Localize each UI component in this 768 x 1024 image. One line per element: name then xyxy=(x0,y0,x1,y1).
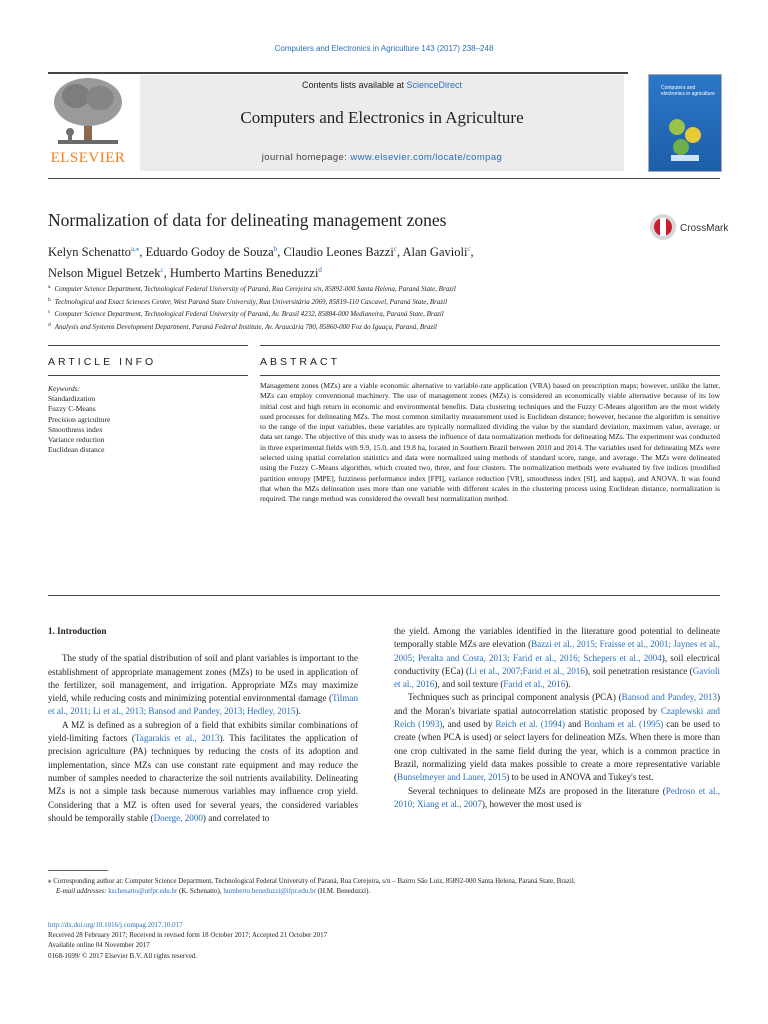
keywords-block xyxy=(48,384,248,455)
article-title: Normalization of data for delineating management zones xyxy=(48,210,447,230)
footnote-marker: ⁎ xyxy=(48,877,52,885)
journal-citation[interactable]: Computers and Electronics in Agriculture 143 (2017) 238–248 xyxy=(274,44,494,53)
body-paragraph xyxy=(48,719,358,825)
author[interactable]: Eduardo Godoy de Souza$^b$, xyxy=(145,245,284,259)
paragraph-text: can be used to create (when PCA is used) or select layers for delineation MZs. When there is more than one crop cultivated in the same field during the year, which is a common practice in Brazil, normalizing yield data makes possible to create a more representative variable ( xyxy=(394,719,720,783)
keyword: Precision agriculture xyxy=(48,414,111,424)
citation-link[interactable]: Bonham et al. (1995) xyxy=(584,719,664,730)
paragraph-text: ). xyxy=(295,706,301,717)
contents-available-line xyxy=(140,80,624,90)
copyright: 0168-1699/ © 2017 Elsevier B.V. All rights reserved. xyxy=(48,951,198,960)
crossmark-icon xyxy=(648,212,678,242)
affiliation: $^c$ Computer Science Department, Technological Federal University of Paraná, Av. Brasil 4232, 85884-000 Medianeira, Paraná State, Brazil xyxy=(48,309,444,318)
affiliation: $^b$ Technological and Exact Sciences Center, West Paraná State University, Rua Universitária 2069, 85819-110 Cascavel, Paraná State, Brazil xyxy=(48,296,448,306)
citation-link[interactable]: Bansod and Pandey, 2013 xyxy=(621,692,717,703)
paragraph-text: ), soil electrical conductivity (ECa) ( xyxy=(394,652,720,676)
paragraph-text: Several techniques to delineate MZs are proposed in the literature ( xyxy=(408,785,666,796)
paragraph-text: Techniques such as principal component analysis (PCA) ( xyxy=(408,692,622,703)
email-owner: (H.M. Beneduzzi). xyxy=(315,887,371,895)
body-paragraph xyxy=(394,625,720,691)
journal-cover-thumbnail[interactable] xyxy=(648,74,722,172)
body-paragraph xyxy=(394,691,720,784)
affiliations xyxy=(48,282,708,332)
email-label: E-mail addresses: xyxy=(56,887,109,895)
body-column-right xyxy=(394,625,720,811)
footnote-rule xyxy=(48,870,108,871)
paragraph-text: ) and the Moran's bivariate spatial autocorrelation statistic proposed by xyxy=(394,692,720,716)
available-online: Available online 04 November 2017 xyxy=(48,941,150,950)
email-owner: (K. Schenatto), xyxy=(177,887,224,895)
paragraph-text: ) to be used in ANOVA and Tukey's test. xyxy=(506,772,654,783)
paragraph-text: ). This facilitates the application of precision agriculture (PA) techniques by reducing the costs of its adoption and implementation, since MZs can use constant rate equipment and may reduce the number of samples needed to characterize the soil nutrients availability. Delineating MZs is not a simple task because numerous variables may influence crop yield. Considering that a MZ is often used for several years, the considered variables should be temporally stable ( xyxy=(48,733,358,823)
paragraph-text: A MZ is defined as a subregion of a field that exhibits similar combinations of yield-limiting factors ( xyxy=(48,719,358,744)
crossmark-label[interactable]: CrossMark xyxy=(680,223,729,234)
paragraph-text: ), and soil texture ( xyxy=(434,679,504,690)
author[interactable]: Kelyn Schenatto$^{a,⁎}$, xyxy=(48,245,146,259)
body-paragraph xyxy=(48,652,358,718)
contents-prefix: Contents lists available at xyxy=(301,80,407,90)
affiliation: $^d$ Analysis and Systems Development Department, Paraná Federal Institute, Av. Araucária 780, 85860-000 Foz do Iguaçu, Paraná, Brazil xyxy=(48,321,437,331)
journal-title: Computers and Electronics in Agriculture xyxy=(240,108,524,127)
received-dates: Received 28 February 2017; Received in revised form 18 October 2017; Accepted 21 October 2017 xyxy=(48,931,328,940)
corresponding-text: Corresponding author at: Computer Science Department, Technological Federal University of Paraná, Rua Cerejeira, s/n – Bairro São Luiz, 85892-000 Santa Helena, Paraná State, Brazil. xyxy=(53,877,576,885)
email-link[interactable]: humberto.beneduzzi@ifpr.edu.br xyxy=(223,887,316,895)
citation-link[interactable]: Li et al., 2007;Farid et al., 2016 xyxy=(469,665,585,676)
citation-link[interactable]: Gavioli et al., 2016 xyxy=(394,665,720,690)
affiliation: $^a$ Computer Science Department, Technological Federal University of Paraná, Rua Cerejeira s/n, 85892-000 Santa Helena, Paraná State, Brazil xyxy=(48,284,456,293)
homepage-label: journal homepage: xyxy=(261,152,351,163)
paragraph-text: , and used by xyxy=(442,719,496,730)
author-list xyxy=(48,240,608,282)
sciencedirect-link[interactable]: ScienceDirect xyxy=(406,80,463,90)
author[interactable]: Nelson Miguel Betzek$^c$, xyxy=(48,266,170,280)
citation-link[interactable]: Reich et al. (1994) xyxy=(495,719,565,730)
cover-title: Computers and electronics in agriculture xyxy=(661,85,715,97)
article-info-heading: ARTICLE INFO xyxy=(48,356,157,368)
author[interactable]: Claudio Leones Bazzi$^c$, xyxy=(283,245,403,259)
header-bottom-rule xyxy=(48,178,720,179)
citation-link[interactable]: Czaplewski and Reich (1993) xyxy=(394,705,720,730)
paragraph-text: ), soil penetration resistance ( xyxy=(584,665,693,676)
paragraph-text: The study of the spatial distribution of soil and plant variables is important to the establishment of appropriate management zones (MZs) to be used in application of the fertilizer, soil management, and irrigation. Appropriate MZs may maximize yield, while reducing costs and minimizing potential environmental damage ( xyxy=(48,653,358,704)
citation-link[interactable]: Pedroso et al., 2010; Xiang et al., 2007 xyxy=(394,785,720,809)
article-info-rule xyxy=(48,375,248,376)
abstract-heading: ABSTRACT xyxy=(260,356,341,368)
cover-graphic xyxy=(665,113,705,163)
corresponding-author-footnote xyxy=(48,876,720,896)
body-paragraph xyxy=(394,785,720,812)
citation-link[interactable]: Farid et al., 2016 xyxy=(503,679,566,690)
keyword: Variance reduction xyxy=(48,435,105,445)
abstract-text: Management zones (MZs) are a viable economic alternative to variable-rate application (VRA) based on prescription maps; however, unlike the latter, MZs can employ conventional machinery. The use of management zones (MZs) is considered an economically viable alternative because of its low initial cost and high return in economic and environmental benefits. Data clustering techniques and the Fuzzy C-Means algorithm are the most widely used processes for delineating MZs. The most common similarity measurement used is Euclidean distance; however, because the algorithm is sensitive to the range of the input variables, these variables are typically normalized dividing the value by the standard deviation, maximum value, average, or data set range. The objective of this study was to assess the influence of data normalization methods for delineating MZs. The experiment was conducted in three experimental fields with 9.9, 15.0, and 19.8 ha, located in Southern Brazil between 2010 and 2014. The variables used for delineating MZs were selected using spatial correlation statistics and data were normalized using methods of standard score, range, and average. The MZs were delineated using the Fuzzy C-Means algorithm, which created two, three, and four clusters. The normalization methods were evaluated by five indices (modified partition entropy [MPE], fuzziness performance index [FPI], variance reduction [VR], smoothness index [SI], and kappa), and ANOVA. It was found that when the MZs delineation uses more than one variable with different scales in the clustering process using Euclidean distance, normalization is required. The range method was considered the overall best normalization method. xyxy=(260,381,720,504)
citation-link[interactable]: Bunselmeyer and Lauer, 2015 xyxy=(397,772,507,783)
citation-link[interactable]: Tagarakis et al., 2013 xyxy=(134,733,220,744)
paragraph-text: ), however the most used is xyxy=(481,798,582,809)
doi-link[interactable]: http://dx.doi.org/10.1016/j.compag.2017.10.017 xyxy=(48,921,183,929)
keyword: Standardization xyxy=(48,394,96,404)
keyword: Smoothness index xyxy=(48,424,103,434)
author[interactable]: Alan Gavioli$^c$, xyxy=(402,245,474,259)
header-top-rule xyxy=(48,72,628,74)
homepage-link[interactable]: www.elsevier.com/locate/compag xyxy=(350,152,503,163)
abstract-top-rule xyxy=(260,345,720,346)
author[interactable]: Humberto Martins Beneduzzi$^d$ xyxy=(169,266,322,280)
citation-link[interactable]: Tilman et al., 2011; Li et al., 2013; Bansod and Pandey, 2013; Hedley, 2015 xyxy=(48,693,358,717)
citation-link[interactable]: Bazzi et al., 2015; Fraisse et al., 2001; Jaynes et al., 2005; Peralta and Costa, 2013; Farid et al., 2016; Schepers et al., 2004 xyxy=(394,639,720,663)
citation-link[interactable]: Doerge, 2000 xyxy=(153,812,203,823)
abstract-bottom-rule xyxy=(48,595,720,596)
paragraph-text: and xyxy=(565,719,585,730)
paragraph-text: the yield. Among the variables identified in the literature good potential to delineate temporally stable MZs are elevation ( xyxy=(394,626,720,650)
keywords-label: Keywords: xyxy=(48,384,81,393)
article-metadata xyxy=(48,920,720,961)
keyword: Euclidean distance xyxy=(48,445,105,455)
keyword: Fuzzy C-Means xyxy=(48,404,96,414)
article-info-top-rule xyxy=(48,345,248,346)
section-title-introduction: 1. Introduction xyxy=(48,626,107,636)
paragraph-text: ) and correlated to xyxy=(202,812,270,823)
email-link[interactable]: kschenatto@utfpr.edu.br xyxy=(108,887,178,895)
paragraph-text: ). xyxy=(565,679,571,690)
abstract-rule xyxy=(260,375,720,376)
body-column-left xyxy=(48,625,358,825)
journal-homepage-line xyxy=(140,152,624,163)
elsevier-wordmark: ELSEVIER xyxy=(50,150,126,166)
